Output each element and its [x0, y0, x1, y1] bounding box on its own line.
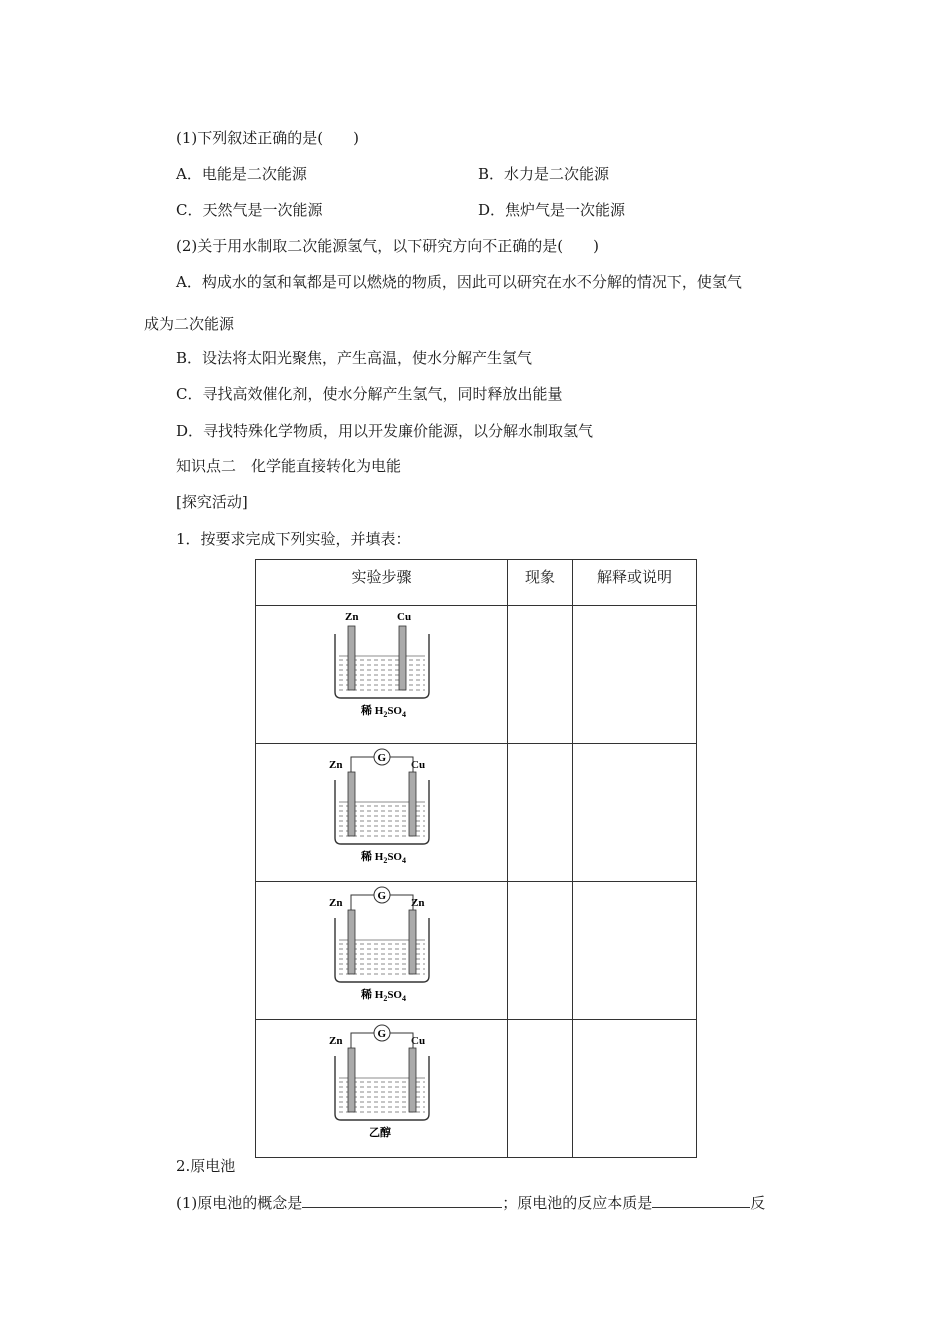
cu-electrode — [399, 626, 406, 690]
activity-heading: [探究活动] — [176, 493, 248, 511]
battery-title: 2.原电池 — [176, 1157, 236, 1175]
q1-option-d: D．焦炉气是一次能源 — [478, 201, 626, 219]
q1-option-a: A．电能是二次能源 — [176, 165, 307, 183]
galvanic-cell-diagram — [327, 744, 437, 872]
right-electrode-label: Zn — [410, 897, 424, 909]
phenomenon-cell[interactable] — [508, 882, 573, 1020]
q1-option-b: B．水力是二次能源 — [478, 165, 610, 183]
explanation-cell[interactable] — [573, 744, 697, 882]
header-phenomenon: 现象 — [508, 560, 573, 606]
table-header-row — [256, 560, 697, 606]
wire — [390, 895, 413, 912]
galvanic-cell-diagram — [327, 1020, 437, 1148]
left-electrode-label: Zn — [328, 1035, 342, 1047]
left-electrode-label: Zn — [328, 759, 342, 771]
step-cell — [256, 882, 508, 1020]
battery-concept-line — [176, 1193, 765, 1213]
concept-end: 反 — [750, 1194, 766, 1212]
section-title: 知识点二 化学能直接转化为电能 — [176, 457, 402, 475]
header-explanation: 解释或说明 — [573, 560, 697, 606]
wire — [351, 1033, 374, 1050]
concept-blank[interactable] — [302, 1193, 502, 1208]
wire — [351, 895, 374, 912]
left-electrode-label: Zn — [328, 897, 342, 909]
zn-electrode — [348, 626, 355, 690]
phenomenon-cell[interactable] — [508, 606, 573, 744]
zn-electrode — [348, 910, 355, 974]
beaker-diagram — [327, 608, 437, 728]
table-row — [256, 882, 697, 1020]
explanation-cell[interactable] — [573, 606, 697, 744]
solution-label: 稀 $H_2SO_4$ — [360, 989, 406, 1003]
q1-option-c: C．天然气是一次能源 — [176, 201, 323, 219]
explanation-cell[interactable] — [573, 882, 697, 1020]
galvanometer-label: G — [377, 1028, 386, 1040]
solution-label: 乙醇 — [368, 1127, 391, 1139]
right-electrode-label: Cu — [410, 1035, 425, 1047]
explanation-cell[interactable] — [573, 1020, 697, 1158]
step-cell — [256, 606, 508, 744]
q2-option-b: B．设法将太阳光聚焦，产生高温，使水分解产生氢气 — [176, 349, 533, 367]
galvanometer-label: G — [377, 752, 386, 764]
step-cell — [256, 744, 508, 882]
phenomenon-cell[interactable] — [508, 1020, 573, 1158]
experiment-table — [255, 559, 697, 1158]
task-1: 1．按要求完成下列实验，并填表： — [176, 530, 411, 548]
concept-prefix: (1)原电池的概念是 — [176, 1194, 303, 1212]
right-electrode-label: Cu — [410, 759, 425, 771]
solution-label: 稀 $H_2SO_4$ — [360, 705, 406, 719]
galvanic-cell-diagram — [327, 882, 437, 1010]
cu-electrode — [409, 1048, 416, 1112]
q2-option-d: D．寻找特殊化学物质，用以开发廉价能源，以分解水制取氢气 — [176, 422, 594, 440]
concept-mid: ；原电池的反应本质是 — [502, 1194, 653, 1212]
table-row — [256, 606, 697, 744]
galvanometer-label: G — [377, 890, 386, 902]
zn-electrode — [348, 772, 355, 836]
cu-electrode — [409, 772, 416, 836]
table-row — [256, 1020, 697, 1158]
left-electrode-label: Zn — [344, 611, 358, 623]
q2-stem: (2)关于用水制取二次能源氢气，以下研究方向不正确的是( ) — [176, 237, 599, 255]
table-row — [256, 744, 697, 882]
essence-blank[interactable] — [652, 1193, 750, 1208]
q2-option-a-line1: A．构成水的氢和氧都是可以燃烧的物质，因此可以研究在水不分解的情况下，使氢气 — [176, 273, 742, 291]
phenomenon-cell[interactable] — [508, 744, 573, 882]
wire — [390, 757, 413, 774]
zn-electrode — [348, 1048, 355, 1112]
wire — [351, 757, 374, 774]
q2-option-c: C．寻找高效催化剂，使水分解产生氢气，同时释放出能量 — [176, 385, 563, 403]
step-cell — [256, 1020, 508, 1158]
q1-stem: (1)下列叙述正确的是( ) — [176, 129, 359, 147]
header-steps: 实验步骤 — [256, 560, 508, 606]
wire — [390, 1033, 413, 1050]
zn-electrode — [409, 910, 416, 974]
q2-option-a-line2: 成为二次能源 — [144, 315, 235, 333]
right-electrode-label: Cu — [396, 611, 411, 623]
solution-label: 稀 $H_2SO_4$ — [360, 851, 406, 865]
